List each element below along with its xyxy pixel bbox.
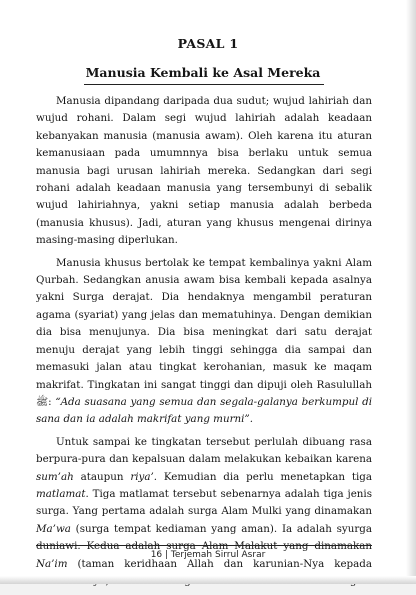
text-run: . Tiga matlamat tersebut sebenarnya adalah tiga jenis surga. Yang pertama adalah surga Alam Mulki yang dinamakan (36, 487, 372, 518)
text-run: Manusia khusus bertolak ke tempat kembalinya yakni Alam Qurbah. Sedangkan anusia awam bisa kembali kepada asalnya yakni Surga derajat. Dia hendaknya mengambil peraturan agama (syariat) yang jelas dan mematuhinya. Dengan demikian dia bisa menujunya. Dia bisa meningkat dari satu derajat menuju derajat yang lebih tinggi sehingga dia sampai dan memasuki jalan atau tingkat kerohanian, masuk ke maqam makrifat. Tingkatan ini sangat tinggi dan dipuji oleh Rasulullah (36, 256, 372, 391)
text-run: . Kemudian dia perlu menetapkan tiga (153, 470, 372, 483)
italic-text: Ma’wa (36, 522, 71, 535)
footer-rule (36, 545, 372, 546)
text-run: Manusia dipandang daripada dua sudut; wujud lahiriah dan wujud rohani. Dalam segi wujud lahiriah adalah keadaan kebanyakan manusia (manusia awam). Oleh karena itu aturan kemanusiaan pada umumnnya bisa berlaku untuk semua manusia bagi urusan lahiriah mereka. Sedangkan dari segi rohani adalah keadaan manusia yang tersembunyi di sebalik wujud lahiriahnya, yakni setiap manusia adalah berbeda (manusia khusus). Jadi, aturan yang khusus mengenai dirinya masing-masing diperlukan. (36, 95, 372, 247)
text-run: : (48, 395, 56, 408)
body-text (36, 93, 372, 595)
text-run: (surga tempat kediaman yang aman). Ia adalah syurga duniawi. Kedua adalah surga Alam Malakut yang dinamakan (36, 522, 372, 553)
paragraph (36, 255, 372, 429)
italic-text: Na’im (36, 557, 68, 570)
italic-text: matlamat (36, 487, 86, 500)
paragraph (36, 93, 372, 250)
paragraph (36, 434, 372, 591)
italic-text: riya’ (130, 470, 154, 483)
section-title: Manusia Kembali ke Asal Mereka (85, 65, 321, 80)
page-footer: 16 | Terjemah Sirrul Asrar (150, 550, 266, 560)
page-shadow-right (406, 0, 416, 584)
text-run: (taman keridhaan Allah dan karunian-Nya kepada (77, 557, 372, 570)
italic-text: sum’ah (36, 470, 74, 483)
page-shadow-bottom (0, 576, 416, 584)
title-underline (84, 84, 324, 85)
text-run: ataupun (73, 470, 131, 483)
salawat-glyph: ﷺ (36, 396, 49, 408)
text-run: Untuk sampai ke tingkatan tersebut perlulah dibuang rasa berpura-pura dan kepalsuan dalam melakukan kebaikan karena (36, 435, 372, 466)
chapter-heading: PASAL 1 (177, 36, 239, 51)
italic-text: “Ada suasana yang semua dan segala-galanya berkumpul di sana dan ia adalah makrifat yang murni”. (36, 395, 372, 426)
